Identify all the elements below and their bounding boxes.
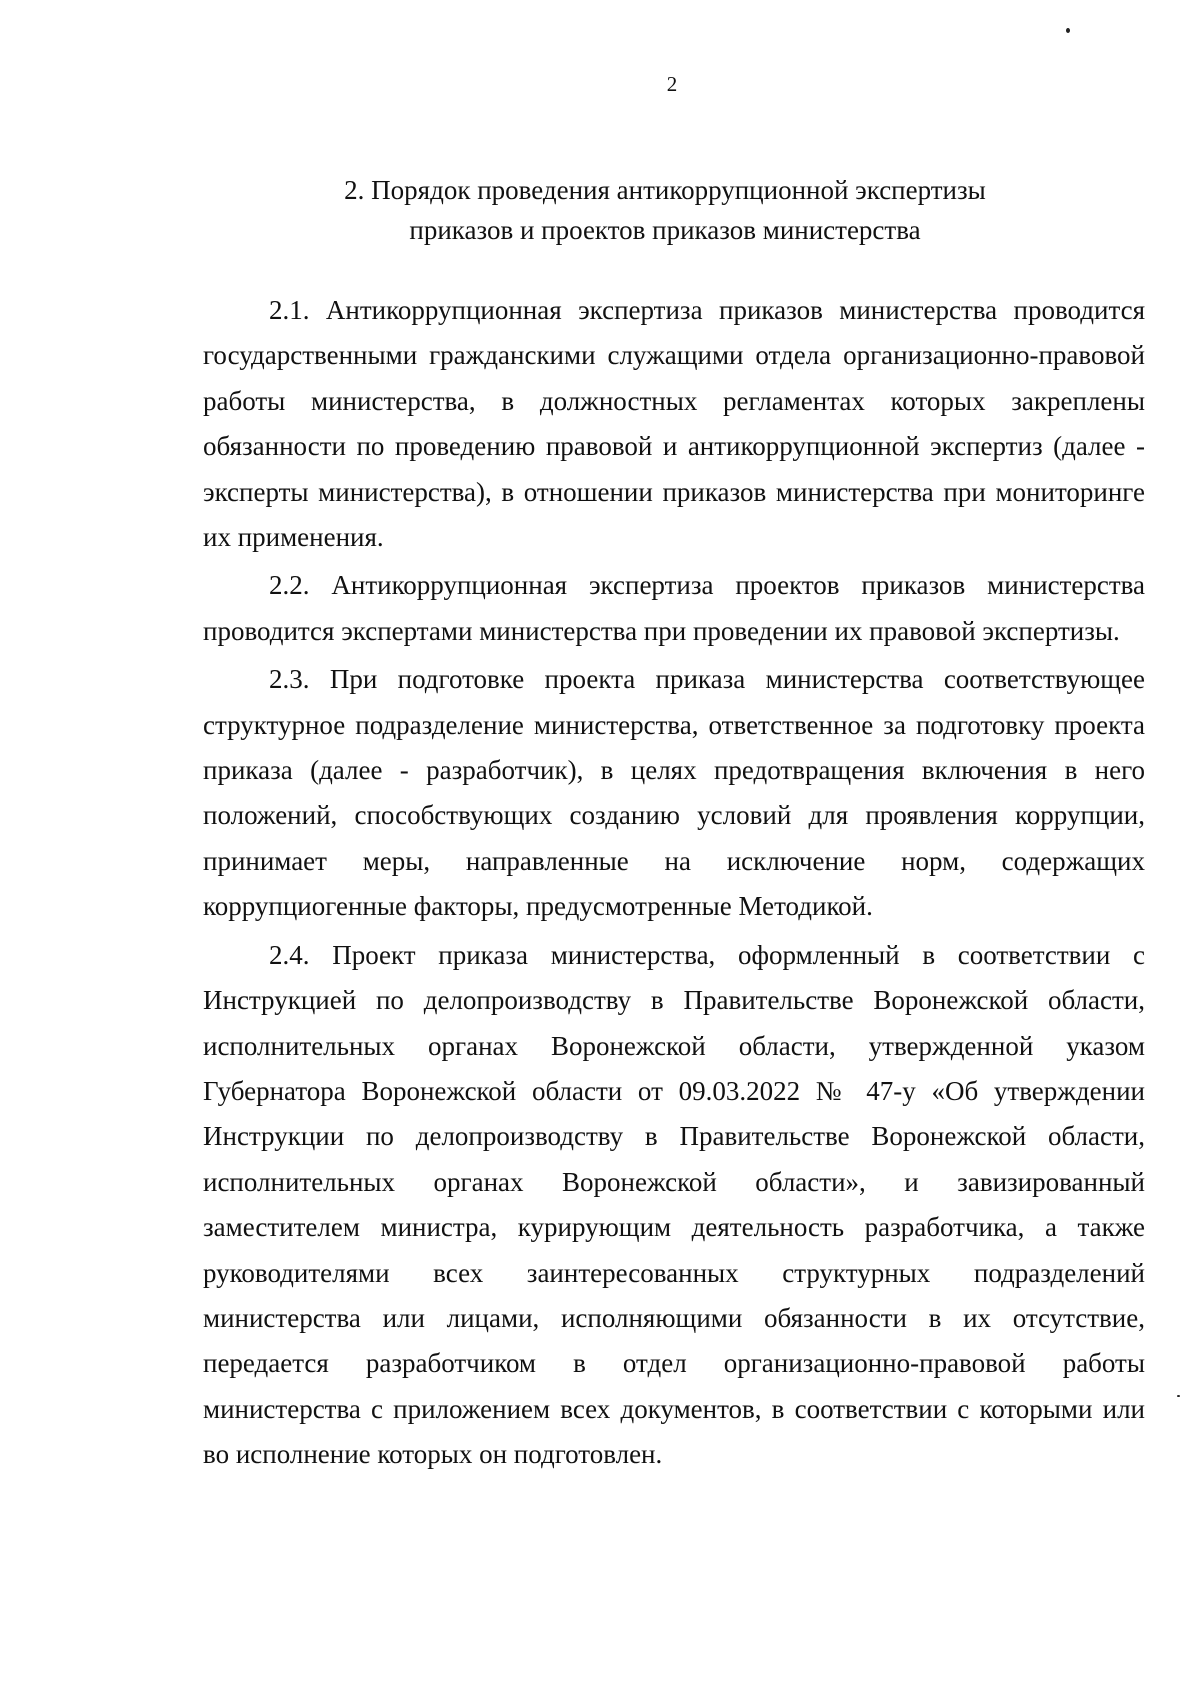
paragraph-2-4: 2.4. Проект приказа министерства, оформленный в соответствии с Инструкцией по делопроизводству в Правительстве Воронежской области, исполнительных органах Воронежской области, утвержденной указом Губернатора Воронежской области от 09.03.2022 № 47-у «Об утверждении Инструкции по делопроизводству в Правительстве Воронежской области, исполнительных органах Воронежской области», и завизированный заместителем министра, курирующим деятельность разработчика, а также руководителями всех заинтересованных структурных подразделений министерства или лицами, исполняющими обязанности в их отсутствие, передается разработчиком в отдел организационно-правовой работы министерства с приложением всех документов, в соответствии с которыми или во исполнение которых он подготовлен. [203,939,1145,1470]
scan-speck [1177,1395,1180,1397]
paragraph-2-3: 2.3. При подготовке проекта приказа министерства соответствующее структурное подразделение министерства, ответственное за подготовку проекта приказа (далее - разработчик), в целях предотвращения включения в него положений, способствующих созданию условий для проявления коррупции, принимает меры, направленные на исключение норм, содержащих коррупциогенные факторы, предусмотренные Методикой. [203,664,1145,922]
paragraph-2-1: 2.1. Антикоррупционная экспертиза приказов министерства проводится государственными гражданскими служащими отдела организационно-правовой работы министерства, в должностных регламентах которых закреплены обязанности по проведению правовой и антикоррупционной экспертиз (далее - эксперты министерства), в отношении приказов министерства при мониторинге их применения. [203,295,1145,553]
section-title [200,170,1130,250]
scan-speck [1066,28,1070,33]
page-number: 2 [666,72,678,96]
section-title-line-1: 2. Порядок проведения антикоррупционной экспертизы [344,175,986,205]
section-title-line-2: приказов и проектов приказов министерства [409,215,921,245]
document-body [203,288,1145,1481]
paragraph-2-2: 2.2. Антикоррупционная экспертиза проектов приказов министерства проводится экспертами министерства при проведении их правовой экспертизы. [203,570,1145,646]
